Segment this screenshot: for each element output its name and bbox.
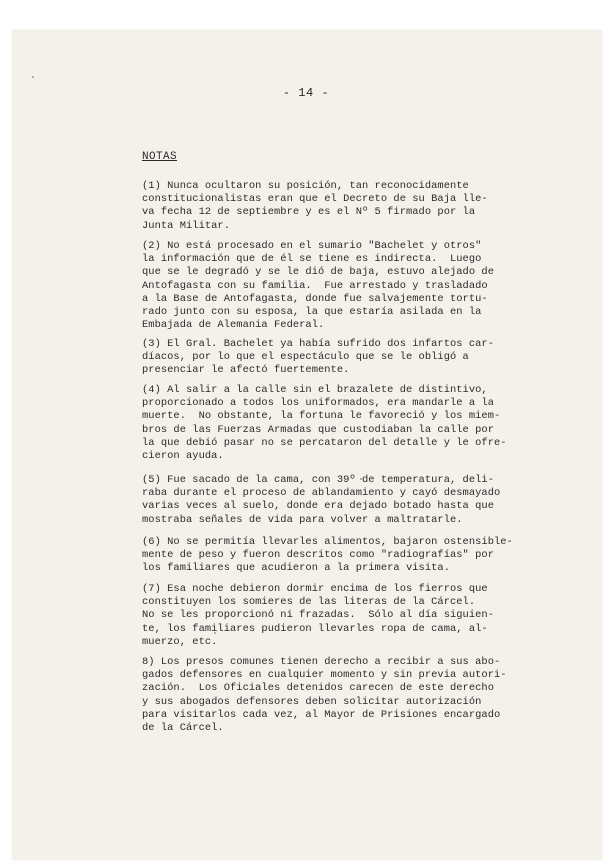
note-2: (2) No está procesado en el sumario "Bachelet y otros" la información que de él se tiene es indirecta. Luego que se le degradó y se le dió de baja, estuvo alejado de Antofagasta con su familia. Fue arrestado y trasladado a la Base de Antofagasta, donde fue salvajemente tortu- rado junto con su esposa, la que estaría asilada en la Embajada de Alemania Federal. — [142, 240, 494, 332]
note-1: (1) Nunca ocultaron su posición, tan reconocidamente constitucionalistas eran que el Decreto de su Baja lle- va fecha 12 de septiembre y es el Nº 5 firmado por la Junta Militar. — [142, 180, 488, 232]
note-7: (7) Esa noche debieron dormir encima de los fierros que constituyen los somieres de las literas de la Cárcel. No se les proporcionó ni frazadas. Sólo al día siguien- te, los familiares pudieron llevarles ropa de cama, al- muerzo, etc. — [142, 583, 494, 648]
paper-speck — [32, 76, 34, 78]
section-title: NOTAS — [142, 151, 178, 163]
page-number: - 14 - — [282, 86, 330, 100]
note-6: (6) No se permitía llevarles alimentos, bajaron ostensible- mente de peso y fueron descritos como "radiografías" por los familiares que acudieron a la primera visita. — [142, 536, 513, 575]
note-5: (5) Fue sacado de la cama, con 39º de temperatura, deli- raba durante el proceso de ablandamiento y cayó desmayado varias veces al suelo, donde era dejado botado hasta que mostraba señales de vida para volver a maltratarle. — [142, 474, 501, 526]
note-3: (3) El Gral. Bachelet ya había sufrido dos infartos car- díacos, por lo que el espectáculo que se le obligó a presenciar le afectó fuertemente. — [142, 338, 494, 377]
note-4: (4) Al salir a la calle sin el brazalete de distintivo, proporcionado a todos los uniformados, era mandarle a la muerte. No obstante, la fortuna le favoreció y los miem- bros de las Fuerzas Armadas que custodiaban la calle por la que debió pasar no se percataron del detalle y le ofre- cieron ayuda. — [142, 384, 507, 463]
note-8: 8) Los presos comunes tienen derecho a recibir a sus abo- gados defensores en cualquier momento y sin previa autori- zación. Los Oficiales detenidos carecen de este derecho y sus abogados defensores deben solicitar autorización para visitarlos cada vez, al Mayor de Prisiones encargado de la Cárcel. — [142, 656, 507, 735]
